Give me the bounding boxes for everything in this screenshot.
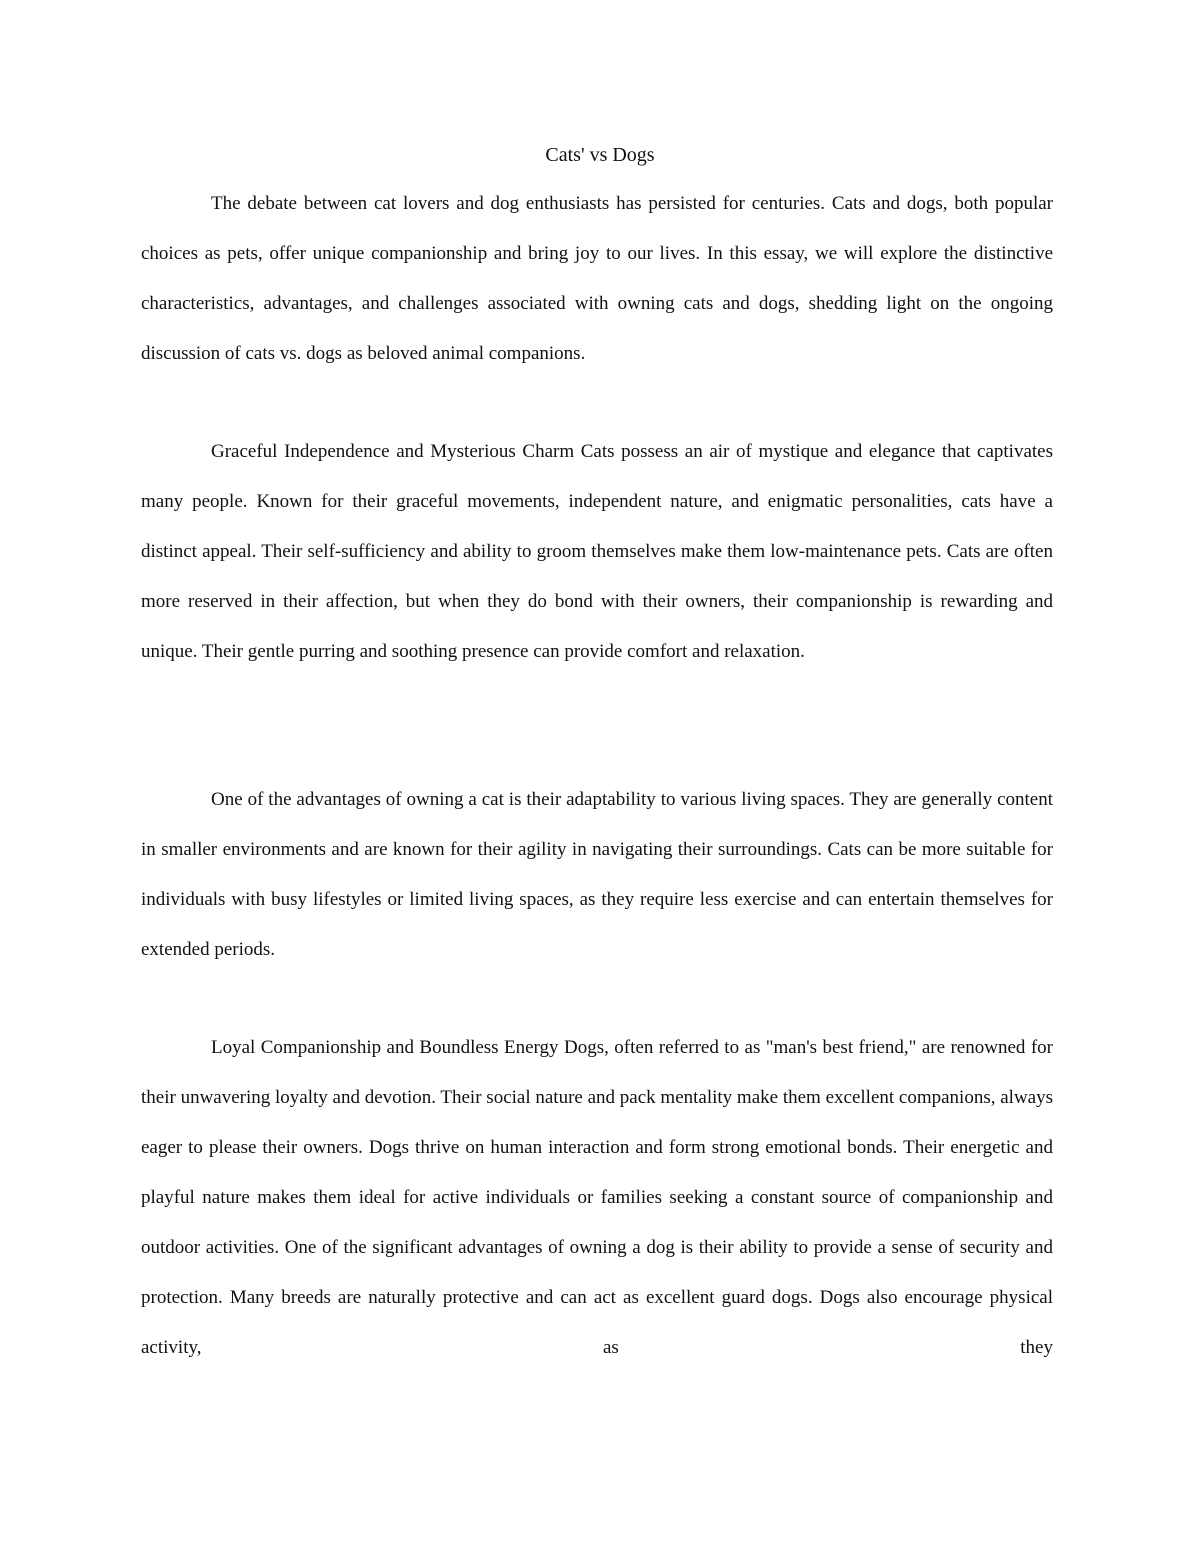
paragraph-cats-independence: Graceful Independence and Mysterious Charm Cats possess an air of mystique and elegance that captivates many people. Known for their graceful movements, independent nature, and enigmatic personalities, cats have a distinct appeal. Their self-sufficiency and ability to groom themselves make them low-maintenance pets. Cats are often more reserved in their affection, but when they do bond with their owners, their companionship is rewarding and unique. Their gentle purring and soothing presence can provide comfort and relaxation. xyxy=(141,441,1053,662)
document-title: Cats' vs Dogs xyxy=(545,144,655,166)
paragraph-dogs-loyalty: Loyal Companionship and Boundless Energy Dogs, often referred to as "man's best friend," are renowned for their unwavering loyalty and devotion. Their social nature and pack mentality make them excellent companions, always eager to please their owners. Dogs thrive on human interaction and form strong emotional bonds. Their energetic and playful nature makes them ideal for active individuals or families seeking a constant source of companionship and outdoor activities. One of the significant advantages of owning a dog is their ability to provide a sense of security and protection. Many breeds are naturally protective and can act as excellent guard dogs. Dogs also encourage physical activity, as they xyxy=(141,1037,1053,1358)
paragraph-introduction: The debate between cat lovers and dog enthusiasts has persisted for centuries. Cats and dogs, both popular choices as pets, offer unique companionship and bring joy to our lives. In this essay, we will explore the distinctive characteristics, advantages, and challenges associated with owning cats and dogs, shedding light on the ongoing discussion of cats vs. dogs as beloved animal companions. xyxy=(141,193,1053,364)
paragraph-cats-adaptability: One of the advantages of owning a cat is their adaptability to various living spaces. They are generally content in smaller environments and are known for their agility in navigating their surroundings. Cats can be more suitable for individuals with busy lifestyles or limited living spaces, as they require less exercise and can entertain themselves for extended periods. xyxy=(141,789,1053,960)
